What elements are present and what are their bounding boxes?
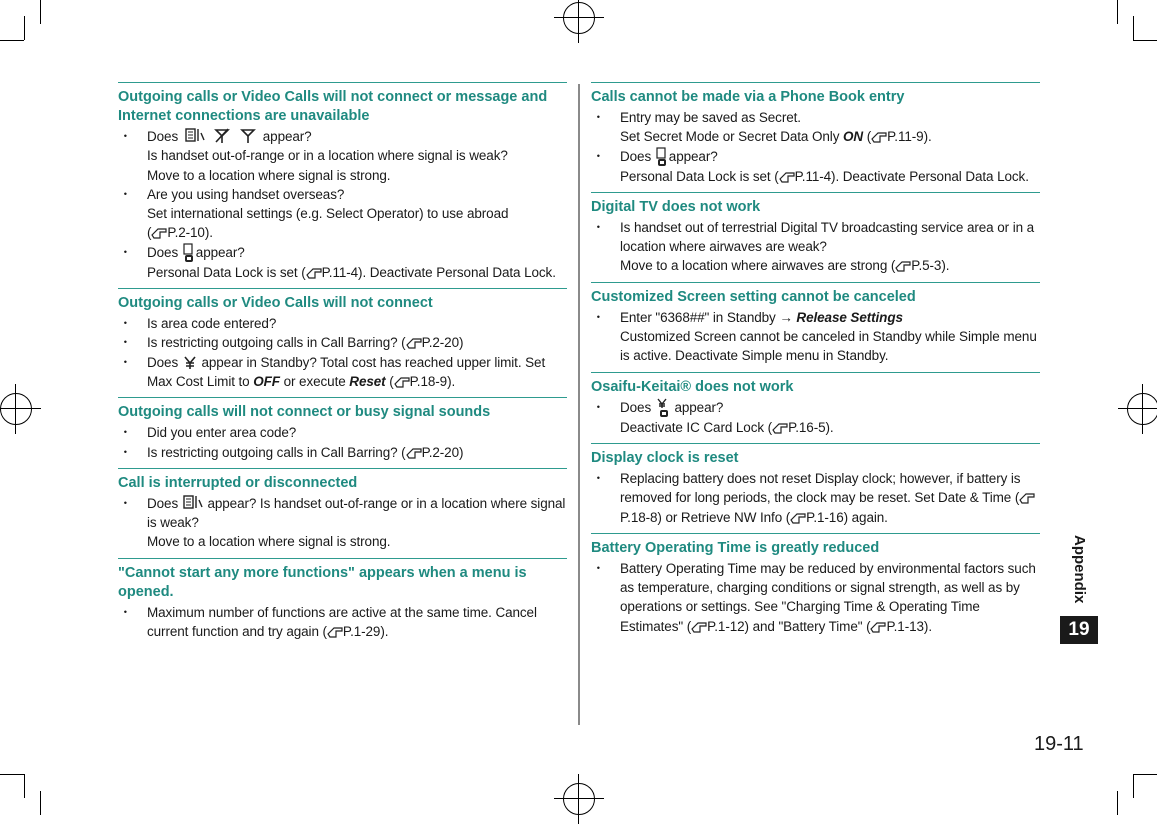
item-text: OFF	[253, 373, 280, 389]
page-reference-icon	[772, 421, 788, 435]
page-reference[interactable]: P.2-20)	[421, 444, 464, 460]
crop-mark	[1117, 0, 1118, 24]
page-reference-icon	[779, 170, 795, 184]
page-reference-icon	[394, 375, 410, 389]
crop-mark	[1133, 774, 1134, 798]
list-item	[118, 314, 567, 333]
bullet: ･	[595, 470, 602, 486]
item-text: Replacing battery does not reset Display clock; however, if battery is removed for long periods, the clock may be reset. Set Date & Time (	[620, 470, 1021, 506]
bullet: ･	[595, 148, 602, 164]
item-text: Maximum number of functions are active at the same time. Cancel current function and try again (	[147, 604, 537, 640]
bullet: ･	[595, 110, 602, 125]
section-customized-screen	[591, 282, 1040, 372]
list-item	[118, 423, 567, 442]
yen-icon	[183, 356, 197, 370]
item-text: Is restricting outgoing calls in Call Barring? (	[147, 444, 406, 460]
bullet: ･	[122, 316, 129, 332]
section-title: Customized Screen setting cannot be canceled	[591, 288, 916, 305]
page-reference[interactable]: P.2-20)	[421, 335, 464, 351]
section-title: Outgoing calls or Video Calls will not connect	[118, 295, 433, 312]
bullet: ･	[122, 335, 129, 351]
item-text: Is handset out-of-range or in a location where signal is weak?	[147, 148, 508, 164]
item-text: Is handset out of terrestrial Digital TV broadcasting service area or in a location where airwaves are weak?	[620, 219, 1035, 255]
bullet: ･	[122, 129, 129, 144]
section-digital-tv	[591, 192, 1040, 282]
crop-mark	[1117, 791, 1118, 815]
list-item	[118, 603, 567, 642]
crop-mark	[40, 0, 41, 24]
crop-mark	[1133, 16, 1134, 40]
bullet: ･	[122, 244, 129, 260]
section-battery-time	[591, 533, 1040, 642]
page-reference[interactable]: P.11-9).	[887, 129, 932, 145]
list-item	[591, 559, 1040, 636]
section-title: Outgoing calls will not connect or busy signal sounds	[118, 404, 491, 421]
section-osaifu-keitai	[591, 372, 1040, 443]
list-item	[118, 494, 567, 552]
section-title: Display clock is reset	[591, 449, 739, 466]
page-reference[interactable]: P.11-4). Deactivate Personal Data Lock.	[321, 264, 556, 280]
page-reference-icon	[1019, 491, 1035, 505]
page-reference[interactable]: P.1-29).	[342, 624, 389, 640]
list-item	[591, 398, 1040, 437]
page-reference[interactable]: P.18-8) or Retrieve NW Info (	[620, 509, 791, 525]
item-text: Are you using handset overseas?	[147, 186, 345, 202]
chapter-side-tab	[1060, 524, 1098, 644]
list-item	[591, 147, 1040, 186]
list-item	[591, 308, 1040, 366]
item-text: (	[389, 373, 394, 389]
section-display-clock	[591, 443, 1040, 533]
lock-phone-icon	[183, 243, 195, 263]
crop-mark	[24, 16, 25, 40]
item-text: Set international settings (e.g. Select Operator) to use abroad	[147, 206, 509, 222]
section-cannot-start-functions	[118, 558, 567, 648]
list-item: ･ Are you using handset overseas? Set international settings (e.g. Select Operator) to use abroad ( P.2-10).	[122, 186, 509, 241]
registration-mark	[1127, 393, 1157, 425]
page-reference[interactable]: P.1-12) and "Battery Time" (	[707, 618, 871, 634]
chapter-label: Appendix	[1071, 534, 1088, 604]
ic-card-lock-icon	[656, 398, 670, 418]
item-text: Does	[620, 399, 652, 415]
item-text: Entry may be saved as Secret.	[620, 110, 801, 125]
item-text: Personal Data Lock is set (	[620, 168, 779, 184]
item-text: appear?	[668, 148, 718, 164]
page-reference[interactable]: P.16-5).	[788, 419, 834, 435]
menu-path-text: Release Settings	[796, 309, 903, 325]
item-text: (	[866, 129, 872, 145]
chapter-number: 19	[1060, 616, 1098, 644]
item-text: Did you enter area code?	[147, 425, 297, 441]
arrow-icon: →	[779, 309, 793, 325]
page-reference[interactable]: P.2-10).	[167, 225, 213, 241]
page-reference[interactable]: P.18-9).	[409, 373, 456, 389]
item-text: appear?	[195, 244, 245, 260]
page-reference-icon	[327, 625, 343, 639]
item-text: appear? Is handset out-of-range or in a location where signal is weak?	[147, 495, 566, 531]
crop-mark	[1133, 40, 1157, 41]
item-text: Customized Screen cannot be canceled in Standby while Simple menu is active. Deactivate Simple menu in Standby.	[620, 329, 1037, 364]
registration-mark	[0, 393, 32, 425]
list-item	[591, 218, 1040, 276]
list-item	[118, 333, 567, 352]
item-text: Set Secret Mode or Secret Data Only	[620, 129, 840, 145]
bullet: ･	[595, 399, 602, 415]
page-reference-icon	[406, 336, 422, 350]
section-busy-signal	[118, 397, 567, 468]
column-divider	[578, 84, 580, 725]
item-text: appear?	[674, 399, 724, 415]
section-title: Osaifu-Keitai® does not work	[591, 378, 794, 395]
page-reference-icon	[151, 226, 167, 240]
page-reference-icon	[871, 130, 887, 144]
crop-mark	[1133, 774, 1157, 775]
item-text: Does	[147, 244, 179, 260]
registration-mark	[563, 2, 595, 34]
crop-mark	[0, 40, 24, 41]
item-text: appear?	[262, 129, 312, 144]
item-text: Personal Data Lock is set (	[147, 264, 306, 280]
bullet: ･	[122, 495, 129, 511]
bullet: ･	[595, 219, 602, 235]
page-reference[interactable]: P.11-4). Deactivate Personal Data Lock.	[794, 168, 1029, 184]
section-title: Call is interrupted or disconnected	[118, 474, 358, 491]
section-title: Digital TV does not work	[591, 198, 761, 215]
crop-mark	[24, 774, 25, 798]
item-text: ON	[843, 129, 864, 145]
left-column	[118, 82, 567, 647]
bullet: ･	[122, 604, 129, 620]
item-text: Is area code entered?	[147, 316, 277, 332]
page-reference-icon	[306, 266, 322, 280]
section-title: "Cannot start any more functions" appears when a menu is opened.	[118, 564, 527, 600]
page-reference[interactable]: P.1-16) again.	[806, 509, 888, 525]
item-text: Move to a location where signal is strong.	[147, 167, 391, 183]
page-reference-icon	[790, 511, 806, 525]
item-text: Is restricting outgoing calls in Call Barring? (	[147, 335, 406, 351]
bullet: ･	[122, 444, 129, 460]
list-item	[118, 353, 567, 392]
lock-phone-icon	[656, 147, 668, 167]
bullet: ･	[122, 186, 129, 202]
out-of-range-icon	[183, 494, 203, 511]
section-title: Battery Operating Time is greatly reduced	[591, 539, 880, 556]
page-reference-icon	[406, 446, 422, 460]
item-text: Move to a location where airwaves are strong (	[620, 258, 896, 274]
list-item	[118, 443, 567, 462]
item-text: Does	[147, 495, 179, 511]
bullet: ･	[122, 354, 129, 370]
item-text: Does	[620, 148, 652, 164]
item-text: Deactivate IC Card Lock (	[620, 419, 773, 435]
bullet: ･	[595, 560, 602, 576]
right-column	[591, 82, 1040, 642]
list-item	[591, 469, 1040, 527]
page-reference-icon	[895, 259, 911, 273]
section-no-connect-or-internet	[118, 82, 567, 288]
out-of-range-icon	[185, 127, 205, 144]
section-title: Calls cannot be made via a Phone Book entry	[591, 89, 905, 105]
item-text: Reset	[349, 373, 386, 389]
item-text: appear in Standby? Total cost has reached upper limit. Set Max Cost Limit to	[147, 354, 546, 389]
item-text: Enter "6368##" in Standby	[620, 309, 776, 325]
page-reference-icon	[870, 620, 886, 634]
registration-mark	[563, 783, 595, 815]
page-reference[interactable]: P.1-13).	[886, 618, 932, 634]
bullet: ･	[595, 309, 602, 325]
list-item	[118, 127, 567, 185]
page-reference-icon	[691, 620, 707, 634]
section-title: Outgoing calls or Video Calls will not connect or message and Internet connections are unavailable	[118, 89, 548, 124]
item-text: Does	[147, 354, 179, 370]
item-text: Battery Operating Time may be reduced by environmental factors such as temperature, charging conditions or signal strength, as well as by operations or settings. See "Charging Time & Operating Time Estimates" (	[620, 560, 1036, 634]
page-number: 19-11	[1034, 733, 1084, 755]
item-text: Move to a location where signal is strong.	[147, 534, 391, 550]
item-text: or execute	[283, 373, 346, 389]
page-reference[interactable]: P.5-3).	[911, 258, 950, 274]
antenna-icon	[240, 127, 256, 144]
no-signal-antenna-icon	[214, 127, 230, 144]
section-call-interrupted	[118, 468, 567, 558]
crop-mark	[0, 774, 24, 775]
list-item	[591, 108, 1040, 147]
list-item	[118, 243, 567, 282]
section-phone-book-calls	[591, 82, 1040, 192]
item-text: Does	[147, 129, 179, 144]
crop-mark	[40, 791, 41, 815]
section-no-connect	[118, 288, 567, 397]
bullet: ･	[122, 425, 129, 441]
